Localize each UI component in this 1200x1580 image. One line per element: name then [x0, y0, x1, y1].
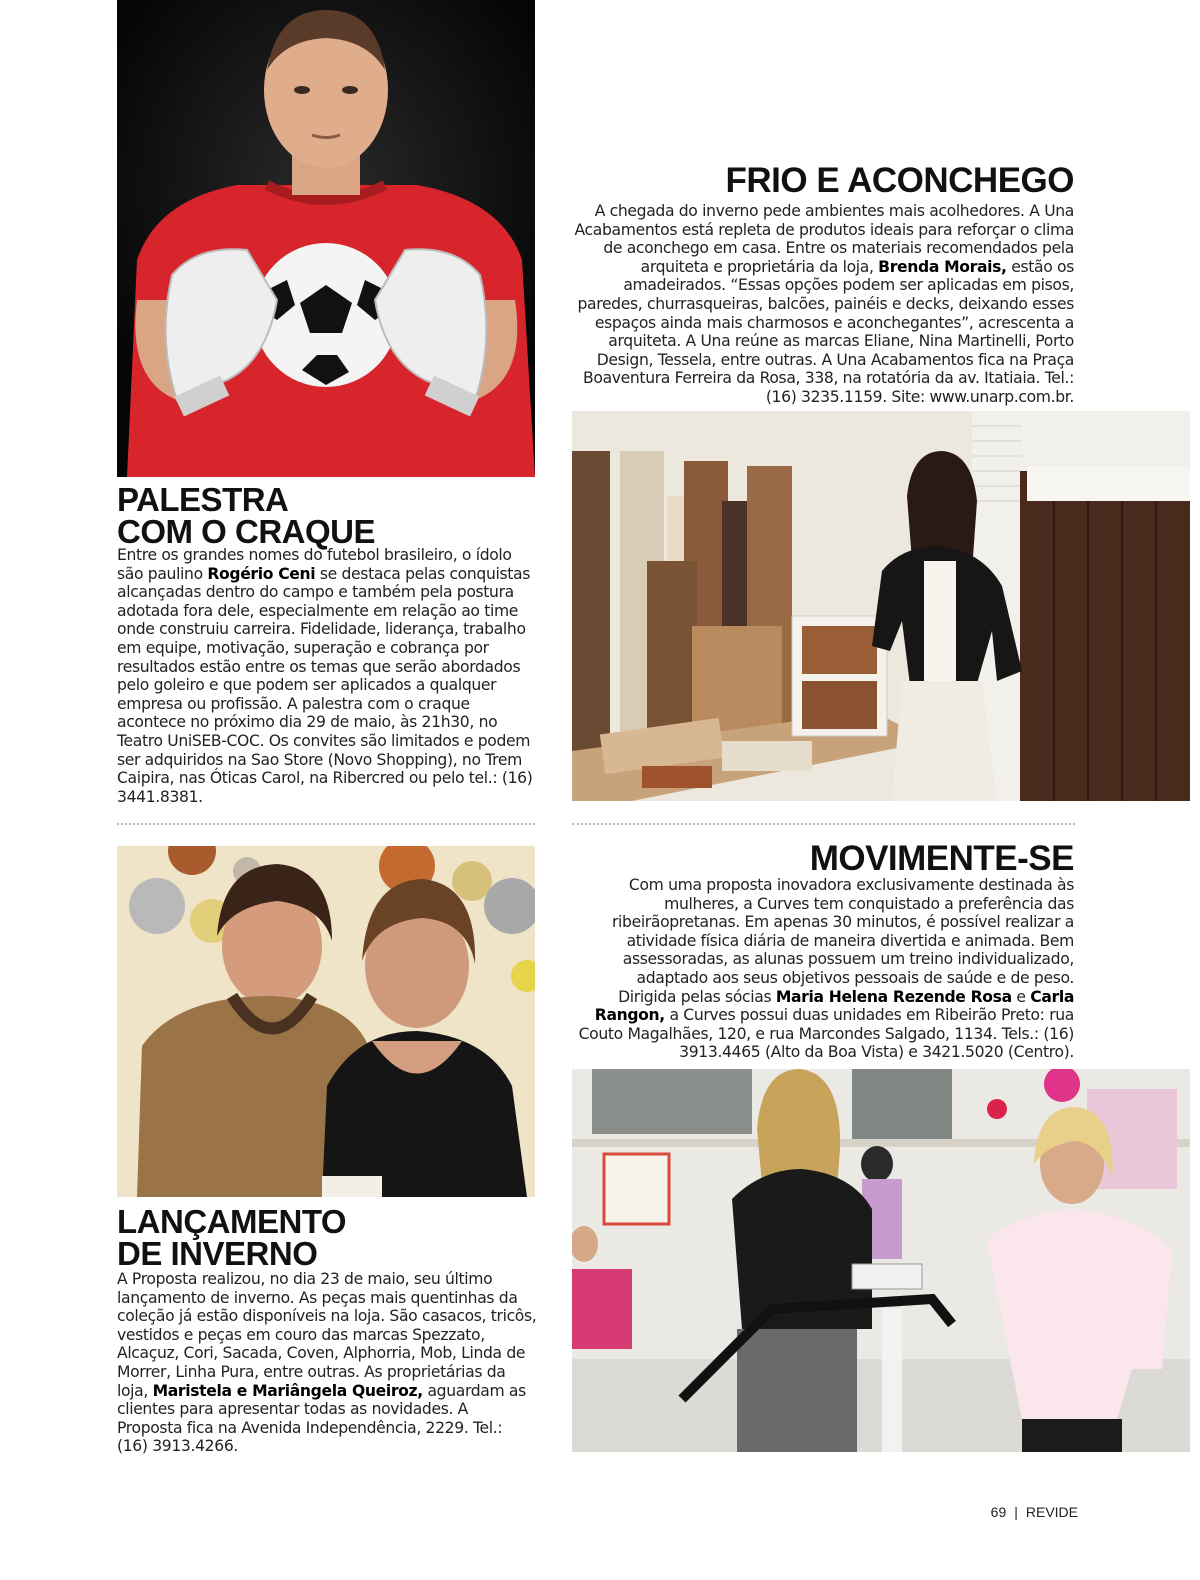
movimente-body-part2: a Curves possui duas unidades em Ribeirão Preto: rua Couto Magalhães, 120, e rua Marcondes Salgado, 1134. Tels.: (16) 3913.4465 (Alto da Boa Vista) e 3421.5020 (Centro). [578, 1006, 1074, 1062]
frio-body-part2: estão os amadeirados. “Essas opções podem ser aplicadas em pisos, paredes, churrasqueiras, balcões, painéis e decks, deixando esses espaços ainda mais charmosos e aconchegantes”, acrescenta a arquiteta. A Una reúne as marcas Eliane, Nina Martinelli, Porto Design, Tessela, entre outras. A Una Acabamentos fica na Praça Boaventura Ferreira da Rosa, 338, na rotatória da av. Itatiaia. Tel.: (16) 3235.1159. Site: www.unarp.com.br. [577, 257, 1074, 406]
goalkeeper-illustration [117, 0, 535, 477]
palestra-headline-line1: PALESTRA [117, 481, 289, 518]
movimente-se-body [574, 876, 1074, 1062]
lancamento-person-names: Maristela e Mariângela Queiroz, [152, 1381, 423, 1400]
gym-photo [572, 1069, 1190, 1452]
divider-left [117, 823, 535, 825]
lancamento-headline-line2: DE INVERNO [117, 1235, 318, 1273]
lancamento-headline [117, 1203, 537, 1273]
page-folio [987, 1504, 1082, 1520]
frio-aconchego-headline: FRIO E ACONCHEGO [725, 161, 1074, 200]
divider-right [572, 823, 1075, 825]
frio-person-name: Brenda Morais, [878, 257, 1007, 276]
palestra-person-name: Rogério Ceni [207, 564, 316, 583]
wood-showroom-photo [572, 411, 1190, 801]
movimente-person-name-1: Maria Helena Rezende Rosa [775, 987, 1012, 1006]
gym-illustration [572, 1069, 1190, 1452]
page-number: 69 [990, 1504, 1007, 1520]
frio-aconchego-body [574, 202, 1074, 407]
palestra-body-part2: se destaca pelas conquistas alcançadas dentro do campo e também pela postura adotada fora dele, especialmente em relação ao time onde construiu carreira. Fidelidade, liderança, trabalho em equipe, motivação, superação e cobrança por resultados estão entre os temas que serão abordados pelo goleiro e que podem ser aplicados a qualquer empresa ou profissão. A palestra com o craque acontece no próximo dia 29 de maio, às 21h30, no Teatro UniSEB-COC. Os convites são limitados e podem ser adquiridos na Sao Store (Novo Shopping), no Trem Caipira, nas Óticas Carol, na Ribercred ou pelo tel.: (16) 3441.8381. [117, 564, 533, 806]
palestra-headline [117, 481, 537, 551]
palestra-body [117, 546, 537, 806]
goalkeeper-photo [117, 0, 535, 477]
movimente-person-name-2: Carla Rangon, [594, 987, 1074, 1025]
magazine-name: REVIDE [1025, 1504, 1078, 1520]
movimente-body-conjunction: e [1011, 987, 1031, 1006]
lancamento-body-part2: aguardam as clientes para apresentar todas as novidades. A Proposta fica na Avenida Independência, 2229. Tel.: (16) 3913.4266. [117, 1381, 526, 1456]
lancamento-body-part1: A Proposta realizou, no dia 23 de maio, seu último lançamento de inverno. As peças mais quentinhas da coleção já estão disponíveis na loja. São casacos, tricôs, vestidos e peças em couro das marcas Spezzato, Alcaçuz, Cori, Sacada, Coven, Alphorria, Mob, Linda de Morrer, Linha Pura, entre outras. As proprietárias da loja, [117, 1270, 537, 1400]
folio-separator: | [1014, 1504, 1018, 1520]
movimente-body-part1: Com uma proposta inovadora exclusivamente destinada às mulheres, a Curves tem conquistado a preferência das ribeirãopretanas. Em apenas 30 minutos, é possível realizar a atividade física diária de maneira divertida e animada. Bem assessoradas, as alunas possuem um treino individualizado, adaptado aos seus objetivos pessoais de saúde e de peso. Dirigida pelas sócias [611, 876, 1074, 1006]
palestra-body-part1: Entre os grandes nomes do futebol brasileiro, o ídolo são paulino [117, 546, 512, 583]
two-women-photo [117, 846, 535, 1197]
frio-body-part1: A chegada do inverno pede ambientes mais acolhedores. A Una Acabamentos está repleta de produtos ideais para reforçar o clima de aconchego em casa. Entre os materiais recomendados pela arquiteta e proprietária da loja, [574, 202, 1074, 276]
boutique-illustration [117, 846, 535, 1197]
lancamento-headline-line1: LANÇAMENTO [117, 1203, 347, 1240]
lancamento-body [117, 1270, 537, 1456]
movimente-se-headline: MOVIMENTE-SE [809, 839, 1074, 878]
showroom-illustration [572, 411, 1190, 801]
palestra-headline-line2: COM O CRAQUE [117, 513, 375, 551]
